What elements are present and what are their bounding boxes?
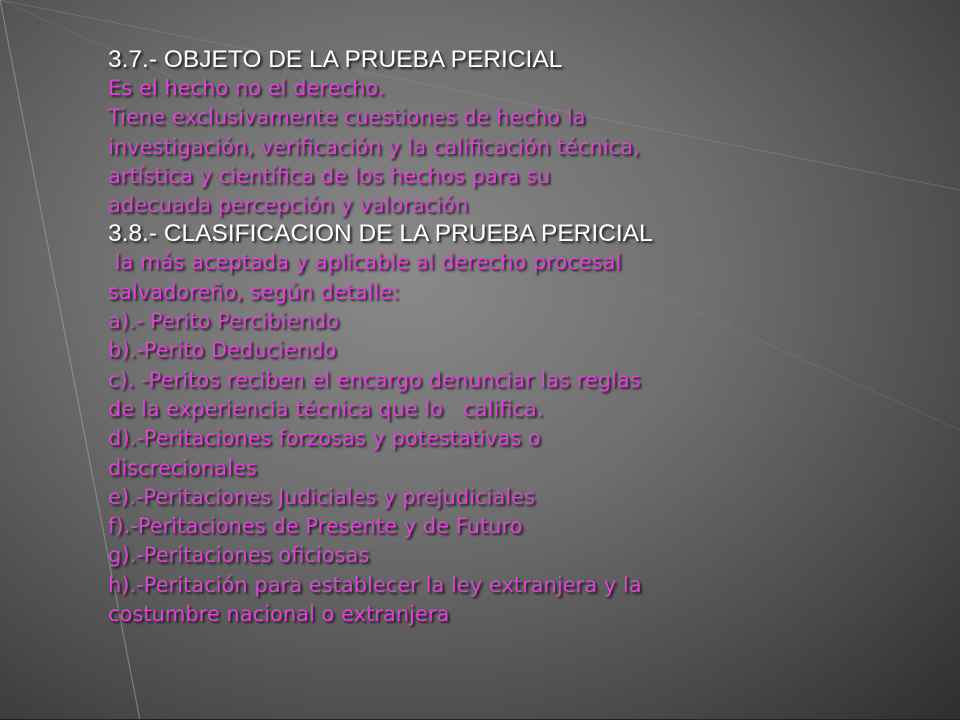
list-item: f).-Peritaciones de Presente y de Futuro [108, 514, 523, 539]
list-item: g).-Peritaciones oficiosas [108, 543, 370, 568]
section-heading-clasificacion: 3.8.- CLASIFICACION DE LA PRUEBA PERICIAL [108, 220, 653, 248]
text-line: investigación, verificación y la calificación técnica, [108, 134, 640, 159]
slide-content [108, 46, 808, 629]
list-item-continuation: de la experiencia técnica que lo califica. [108, 396, 544, 421]
list-item: e).-Peritaciones Judiciales y prejudiciales [108, 484, 535, 509]
text-line: Tiene exclusivamente cuestiones de hecho la [108, 105, 586, 130]
list-item-continuation: costumbre nacional o extranjera [108, 602, 450, 627]
list-item-continuation: discrecionales [108, 455, 257, 480]
text-line: artística y científica de los hechos para su [108, 163, 551, 188]
list-item: b).-Perito Deduciendo [108, 338, 337, 363]
list-item: c). -Peritos reciben el encargo denunciar las reglas [108, 367, 641, 392]
text-line: Es el hecho no el derecho. [108, 76, 385, 100]
list-item: a).- Perito Percibiendo [108, 309, 340, 334]
text-line: la más aceptada y aplicable al derecho procesal [108, 250, 622, 275]
list-item: h).-Peritación para establecer la ley extranjera y la [108, 572, 642, 597]
text-line: adecuada percepción y valoración [108, 193, 469, 218]
text-line: salvadoreño, según detalle: [108, 279, 400, 304]
list-item: d).-Peritaciones forzosas y potestativas o [108, 426, 541, 451]
section-heading-objeto: 3.7.- OBJETO DE LA PRUEBA PERICIAL [108, 46, 563, 73]
